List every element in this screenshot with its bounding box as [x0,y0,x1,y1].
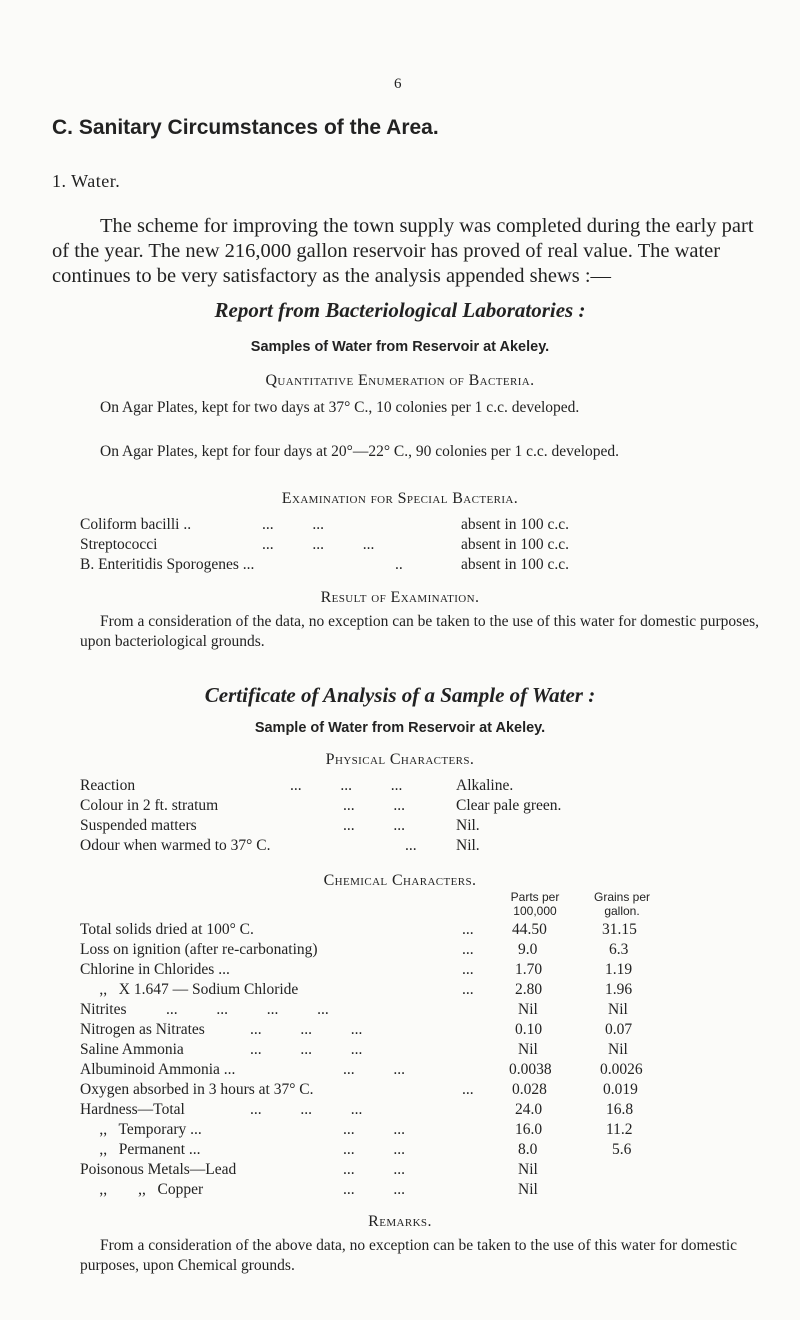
bacteria-result: absent in 100 c.c. [461,556,570,573]
remarks-heading: Remarks. [368,1213,432,1230]
remarks-paragraph [80,1236,766,1276]
leader-dots: ... ... [262,516,324,533]
certificate-title: Certificate of Analysis of a Sample of Water : [204,683,596,707]
leader-dots: ... ... [343,1161,405,1178]
chemical-row [0,1141,800,1161]
result-paragraph [80,612,760,652]
result-heading: Result of Examination. [320,589,480,606]
chemical-row [0,921,800,941]
bacteriological-report-title: Report from Bacteriological Laboratories : [214,298,586,322]
chemical-name: Total solids dried at 100° C. [80,921,254,938]
chemical-row [0,1161,800,1181]
physical-heading: Physical Characters. [325,751,475,768]
parts-value: Nil [518,1181,538,1198]
physical-name: Suspended matters [80,817,197,834]
grains-value: 11.2 [606,1121,633,1138]
parts-value: 16.0 [515,1121,543,1138]
chemical-name: ,, ,, Copper [80,1181,204,1198]
leader-dots: ... ... [343,817,405,834]
leader-dots: ... ... ... ... [166,1001,329,1018]
leader-dots: ... [462,961,474,978]
leader-dots: ... ... [343,1061,405,1078]
physical-value: Nil. [456,837,480,854]
column-header-parts [490,890,580,918]
page-number: 6 [394,76,402,92]
section-heading: C. Sanitary Circumstances of the Area. [52,116,439,139]
physical-row [0,837,800,857]
parts-value: 1.70 [515,961,543,978]
leader-dots: ... ... ... [250,1021,363,1038]
chemical-heading: Chemical Characters. [323,872,477,889]
parts-value: Nil [518,1161,538,1178]
chemical-name: Nitrogen as Nitrates [80,1021,205,1038]
chemical-row [0,1041,800,1061]
quantitative-text-1: On Agar Plates, kept for two days at 37° C., 10 colonies per 1 c.c. developed. [100,399,580,416]
grains-value: 31.15 [602,921,637,938]
parts-value: 0.028 [512,1081,547,1098]
parts-value: 8.0 [518,1141,538,1158]
special-bacteria-row [0,516,800,536]
bacteria-name: Streptococci [80,536,158,553]
chemical-name: Albuminoid Ammonia ... [80,1061,236,1078]
grains-value: Nil [608,1041,628,1058]
special-bacteria-row [0,536,800,556]
chemical-name: ,, Permanent ... [80,1141,201,1158]
chemical-name: Saline Ammonia [80,1041,184,1058]
special-bacteria-heading: Examination for Special Bacteria. [281,490,519,507]
chemical-name: Poisonous Metals—Lead [80,1161,237,1178]
column-header-parts-line1: Parts per [510,890,560,904]
leader-dots: ... ... [343,1181,405,1198]
grains-value: 0.019 [603,1081,638,1098]
grains-value: 1.96 [605,981,633,998]
column-header-grains-line2: gallon. [604,904,640,918]
leader-dots: ... ... [343,1141,405,1158]
parts-value: 0.10 [515,1021,543,1038]
result-text: From a consideration of the data, no exception can be taken to the use of this water for domestic purposes, upon bacteriological grounds. [80,613,759,650]
parts-value: 9.0 [518,941,538,958]
leader-dots: ... ... [343,1121,405,1138]
bacteria-name: B. Enteritidis Sporogenes ... [80,556,255,573]
chemical-row [0,1121,800,1141]
grains-value: 5.6 [612,1141,632,1158]
bacteria-result: absent in 100 c.c. [461,516,570,533]
physical-name: Colour in 2 ft. stratum [80,797,219,814]
grains-value: 16.8 [606,1101,634,1118]
leader-dots: ... [462,941,474,958]
intro-text: The scheme for improving the town supply was completed during the early part of the year. The new 216,000 gallon reservoir has proved of real value. The water continues to be very satisfactory as the analysis appended shews :— [52,215,754,287]
leader-dots: .. [395,556,403,573]
chemical-name: Chlorine in Chlorides ... [80,961,230,978]
chemical-row [0,981,800,1001]
chemical-name: Loss on ignition (after re-carbonating) [80,941,318,958]
column-header-parts-line2: 100,000 [513,904,557,918]
grains-value: 1.19 [605,961,633,978]
parts-value: 0.0038 [509,1061,552,1078]
leader-dots: ... ... ... [290,777,403,794]
column-header-grains-line1: Grains per [593,890,651,904]
leader-dots: ... ... ... [250,1041,363,1058]
chemical-row [0,961,800,981]
quantitative-text-2: On Agar Plates, kept for four days at 20°—22° C., 90 colonies per 1 c.c. developed. [100,443,620,460]
bacteria-result: absent in 100 c.c. [461,536,570,553]
chemical-row [0,941,800,961]
leader-dots: ... [462,921,474,938]
remarks-text: From a consideration of the above data, no exception can be taken to the use of this water for domestic purposes, upon Chemical grounds. [80,1237,738,1274]
chemical-row [0,1181,800,1201]
quantitative-paragraph-2 [80,442,760,462]
physical-name: Reaction [80,777,136,794]
chemical-row [0,1081,800,1101]
leader-dots: ... [462,1081,474,1098]
subsection-heading: 1. Water. [52,171,121,191]
chemical-name: ,, Temporary ... [80,1121,202,1138]
quantitative-paragraph-1 [80,398,760,418]
parts-value: 2.80 [515,981,543,998]
physical-value: Alkaline. [456,777,514,794]
chemical-row [0,1101,800,1121]
parts-value: 24.0 [515,1101,543,1118]
chemical-row [0,1021,800,1041]
physical-row [0,777,800,797]
leader-dots: ... [405,837,417,854]
grains-value: Nil [608,1001,628,1018]
chemical-name: Hardness—Total [80,1101,185,1118]
chemical-name: Nitrites [80,1001,127,1018]
leader-dots: ... ... ... [250,1101,363,1118]
chemical-row [0,1001,800,1021]
physical-row [0,797,800,817]
intro-paragraph [52,214,762,289]
physical-row [0,817,800,837]
leader-dots: ... ... ... [262,536,375,553]
special-bacteria-row [0,556,800,576]
parts-value: Nil [518,1041,538,1058]
parts-value: Nil [518,1001,538,1018]
leader-dots: ... ... [343,797,405,814]
chemical-name: ,, X 1.647 — Sodium Chloride [80,981,299,998]
physical-value: Nil. [456,817,480,834]
bacteria-name: Coliform bacilli .. [80,516,192,533]
grains-value: 6.3 [609,941,629,958]
quantitative-heading: Quantitative Enumeration of Bacteria. [265,372,535,389]
grains-value: 0.0026 [600,1061,643,1078]
chemical-name: Oxygen absorbed in 3 hours at 37° C. [80,1081,314,1098]
column-header-grains [572,890,672,918]
bacteriological-sample-heading: Samples of Water from Reservoir at Akeley. [250,339,550,355]
parts-value: 44.50 [512,921,547,938]
physical-value: Clear pale green. [456,797,562,814]
physical-name: Odour when warmed to 37° C. [80,837,271,854]
leader-dots: ... [462,981,474,998]
grains-value: 0.07 [605,1021,633,1038]
certificate-sample-heading: Sample of Water from Reservoir at Akeley. [254,720,546,736]
chemical-row [0,1061,800,1081]
